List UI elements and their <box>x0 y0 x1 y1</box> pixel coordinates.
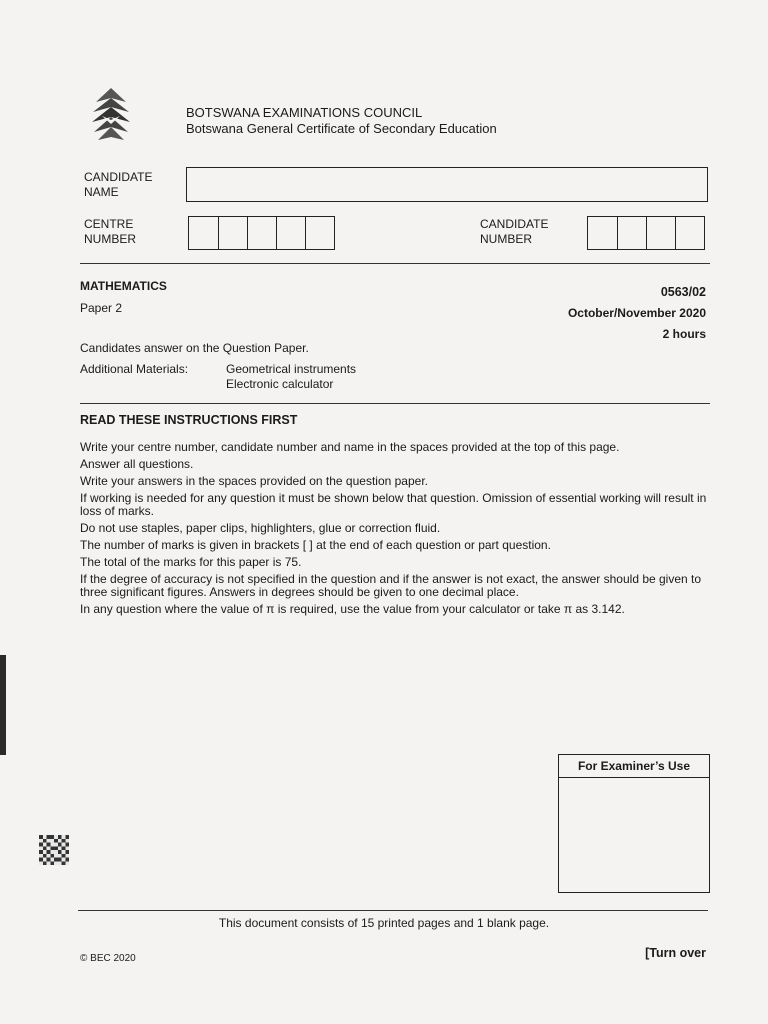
bec-logo-icon <box>88 86 134 148</box>
candidate-name-label: CANDIDATE NAME <box>84 170 153 199</box>
subject-title: MATHEMATICS <box>80 279 167 293</box>
barcode-icon <box>38 835 70 865</box>
certificate-name: Botswana General Certificate of Secondary Education <box>186 121 497 136</box>
instruction-item: Do not use staples, paper clips, highlighters, glue or correction fluid. <box>80 521 441 535</box>
copyright: © BEC 2020 <box>80 953 136 964</box>
turn-over-note: [Turn over <box>645 946 706 960</box>
material-item: Geometrical instruments <box>226 362 357 376</box>
centre-digit-box[interactable] <box>247 217 276 249</box>
instruction-item: If the degree of accuracy is not specified in the question and if the answer is not exact, the answer should be given to three significant figures. Answers in degrees should be given to one decimal place. <box>80 572 702 599</box>
examiner-use-box <box>558 754 710 893</box>
instruction-item: In any question where the value of π is required, use the value from your calculator or take π as 3.142. <box>80 602 625 616</box>
candidate-digit-box[interactable] <box>617 217 646 249</box>
instruction-item: Write your centre number, candidate number and name in the spaces provided at the top of this page. <box>80 440 620 454</box>
candidate-digit-box[interactable] <box>675 217 704 249</box>
examiner-use-title: For Examiner’s Use <box>559 755 709 778</box>
instructions-list <box>80 441 708 620</box>
candidate-number-label: CANDIDATE NUMBER <box>480 217 549 246</box>
candidate-name-field[interactable] <box>186 167 708 202</box>
centre-digit-box[interactable] <box>189 217 218 249</box>
candidate-digit-box[interactable] <box>588 217 617 249</box>
instruction-item: Write your answers in the spaces provided on the question paper. <box>80 474 428 488</box>
centre-number-field <box>188 216 335 250</box>
divider <box>80 403 710 404</box>
instruction-item: The total of the marks for this paper is 75. <box>80 555 302 569</box>
exam-duration: 2 hours <box>662 327 706 341</box>
instructions-heading: READ THESE INSTRUCTIONS FIRST <box>80 413 298 427</box>
paper-code: 0563/02 <box>660 285 706 299</box>
exam-session: October/November 2020 <box>567 306 706 320</box>
candidate-digit-box[interactable] <box>646 217 675 249</box>
paper-number: Paper 2 <box>80 301 123 315</box>
centre-digit-box[interactable] <box>276 217 305 249</box>
instruction-item: The number of marks is given in brackets [ ] at the end of each question or part question. <box>80 538 551 552</box>
instruction-item: If working is needed for any question it must be shown below that question. Omission of essential working will result in loss of marks. <box>80 491 707 518</box>
page-count-note: This document consists of 15 printed pages and 1 blank page. <box>218 916 550 930</box>
divider <box>78 910 708 911</box>
scan-edge-mark <box>0 655 6 755</box>
centre-number-label: CENTRE NUMBER <box>84 217 137 246</box>
instruction-item: Answer all questions. <box>80 457 194 471</box>
divider <box>80 263 710 264</box>
materials-label: Additional Materials: <box>80 362 189 376</box>
centre-digit-box[interactable] <box>305 217 334 249</box>
answer-note: Candidates answer on the Question Paper. <box>80 341 309 355</box>
material-item: Electronic calculator <box>226 377 334 391</box>
candidate-number-field <box>587 216 705 250</box>
centre-digit-box[interactable] <box>218 217 247 249</box>
council-name: BOTSWANA EXAMINATIONS COUNCIL <box>186 105 423 120</box>
